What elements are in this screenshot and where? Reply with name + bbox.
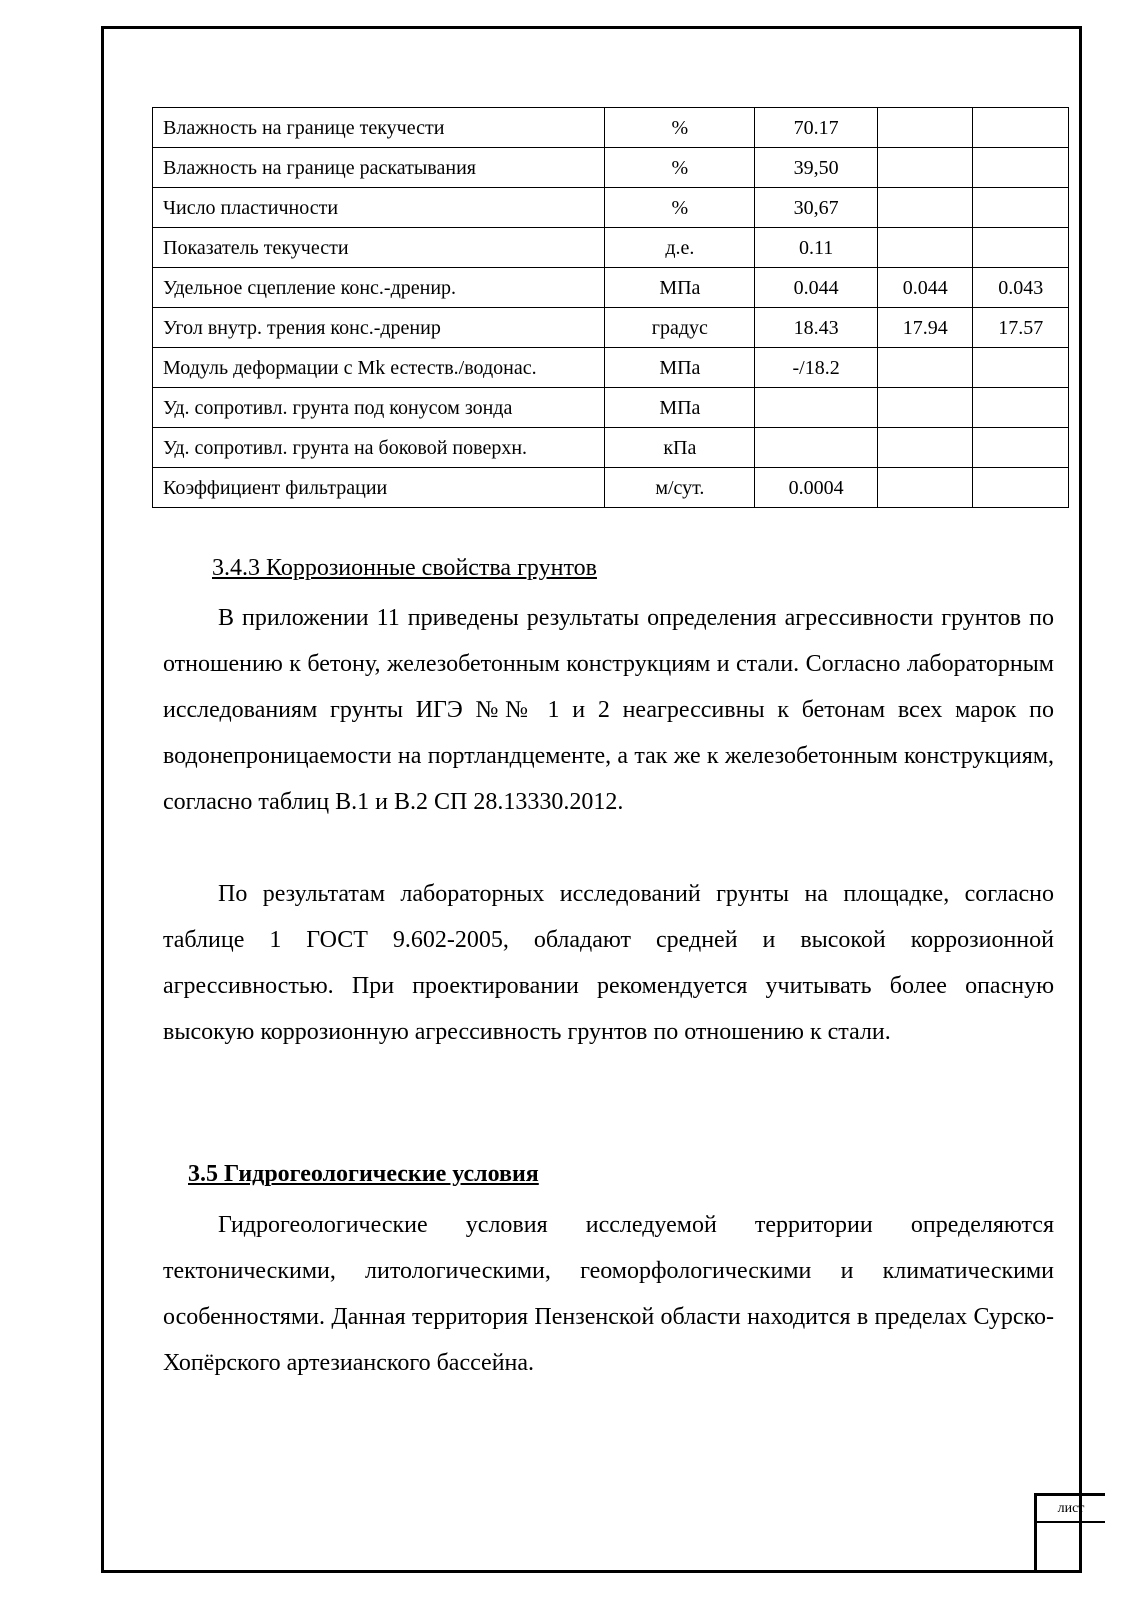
table-row [153, 148, 1069, 188]
table-row [153, 468, 1069, 508]
sheet-label: лист [1057, 1501, 1085, 1516]
table-cell: Показатель текучести [153, 228, 605, 268]
table-cell: Влажность на границе текучести [153, 108, 605, 148]
table-cell: Уд. сопротивл. грунта на боковой поверхн. [153, 428, 605, 468]
table-cell [877, 108, 973, 148]
table-cell [877, 228, 973, 268]
table-cell: 39,50 [755, 148, 878, 188]
table-cell [973, 148, 1069, 188]
table-cell [973, 468, 1069, 508]
table-cell: МПа [605, 268, 755, 308]
table-cell: 18.43 [755, 308, 878, 348]
table-cell [973, 188, 1069, 228]
table-cell [877, 388, 973, 428]
table-cell: Уд. сопротивл. грунта под конусом зонда [153, 388, 605, 428]
table-cell: 0.044 [877, 268, 973, 308]
table-cell [755, 428, 878, 468]
section-343-paragraph-2: По результатам лабораторных исследований грунты на площадке, согласно таблице 1 ГОСТ 9.602-2005, обладают средней и высокой коррозионной агрессивностью. При проектировании рекомендуется учитывать более опасную высокую коррозионную агрессивность грунтов по отношению к стали. [163, 881, 1054, 1045]
table-cell: 0.044 [755, 268, 878, 308]
table-cell: Модуль деформации с Mk естеств./водонас. [153, 348, 605, 388]
table-cell: -/18.2 [755, 348, 878, 388]
stamp-divider [1037, 1521, 1105, 1523]
table-cell: градус [605, 308, 755, 348]
table-cell [755, 388, 878, 428]
table-cell [877, 468, 973, 508]
table-row [153, 428, 1069, 468]
table-cell: Угол внутр. трения конс.-дренир [153, 308, 605, 348]
table-cell [973, 348, 1069, 388]
table-cell: 70.17 [755, 108, 878, 148]
table-body [153, 108, 1069, 508]
table-row [153, 268, 1069, 308]
table-row [153, 108, 1069, 148]
table-cell: 0.043 [973, 268, 1069, 308]
soil-properties-table [152, 107, 1069, 508]
table-cell [973, 108, 1069, 148]
table-cell: 0.11 [755, 228, 878, 268]
table-cell: % [605, 188, 755, 228]
table-cell [973, 428, 1069, 468]
table-cell: 0.0004 [755, 468, 878, 508]
section-343-heading: 3.4.3 Коррозионные свойства грунтов [212, 555, 597, 581]
table-cell [877, 428, 973, 468]
table-cell: 17.57 [973, 308, 1069, 348]
table-cell [877, 148, 973, 188]
table-cell [973, 388, 1069, 428]
section-35-heading: 3.5 Гидрогеологические условия [188, 1161, 539, 1187]
table-cell: 17.94 [877, 308, 973, 348]
table-row [153, 188, 1069, 228]
table-cell: кПа [605, 428, 755, 468]
table-cell: МПа [605, 388, 755, 428]
table-cell [877, 348, 973, 388]
section-343-paragraph-1: В приложении 11 приведены результаты определения агрессивности грунтов по отношению к бетону, железобетонным конструкциям и стали. Согласно лабораторным исследованиям грунты ИГЭ №№ 1 и 2 неагрессивны к бетонам всех марок по водонепроницаемости на портландцементе, а так же к железобетонным конструкциям, согласно таблиц В.1 и В.2 СП 28.13330.2012. [163, 605, 1054, 815]
table-cell: д.е. [605, 228, 755, 268]
table-cell [877, 188, 973, 228]
table-cell: % [605, 108, 755, 148]
table-row [153, 308, 1069, 348]
table-cell: % [605, 148, 755, 188]
table-cell: м/сут. [605, 468, 755, 508]
section-35-paragraph: Гидрогеологические условия исследуемой территории определяются тектоническими, литологическими, геоморфологическими и климатическими особенностями. Данная территория Пензенской области находится в пределах Сурско-Хопёрского артезианского бассейна. [163, 1212, 1054, 1376]
table-cell: МПа [605, 348, 755, 388]
table-row [153, 348, 1069, 388]
table-cell: Коэффициент фильтрации [153, 468, 605, 508]
table-cell: 30,67 [755, 188, 878, 228]
table-cell: Удельное сцепление конс.-дренир. [153, 268, 605, 308]
table-cell: Число пластичности [153, 188, 605, 228]
table-row [153, 388, 1069, 428]
sheet-stamp [1034, 1493, 1105, 1573]
table-row [153, 228, 1069, 268]
table-cell: Влажность на границе раскатывания [153, 148, 605, 188]
table-cell [973, 228, 1069, 268]
